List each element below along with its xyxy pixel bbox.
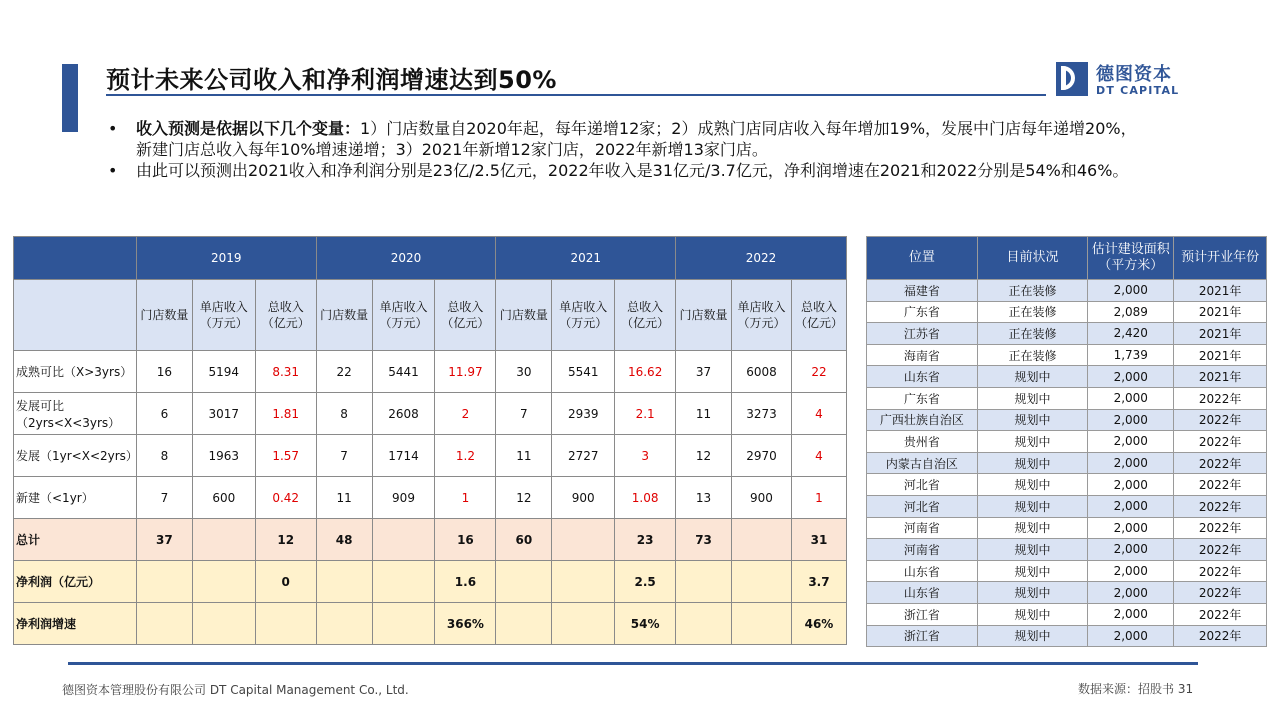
table-cell: 8 bbox=[136, 435, 192, 477]
table-cell: 2608 bbox=[372, 393, 435, 435]
table-cell bbox=[552, 519, 615, 561]
table-row bbox=[867, 280, 1267, 302]
logo-english-name: DT CAPITAL bbox=[1096, 84, 1180, 97]
table-cell: 23 bbox=[615, 519, 676, 561]
year-header: 2021 bbox=[496, 237, 676, 280]
table-cell: 3017 bbox=[192, 393, 255, 435]
table-cell: 46% bbox=[791, 603, 846, 645]
table-row bbox=[867, 323, 1267, 345]
table-cell: 7 bbox=[136, 477, 192, 519]
table-cell: 2.1 bbox=[615, 393, 676, 435]
table-cell: 规划中 bbox=[977, 582, 1088, 604]
table-cell: 河北省 bbox=[867, 474, 978, 496]
column-header: 预计开业年份 bbox=[1174, 237, 1267, 280]
table-cell bbox=[372, 561, 435, 603]
column-header: 单店收入（万元） bbox=[732, 280, 792, 351]
table-cell: 2939 bbox=[552, 393, 615, 435]
year-header-row bbox=[14, 237, 847, 280]
company-logo bbox=[1056, 62, 1186, 98]
table-cell: 0 bbox=[255, 561, 316, 603]
column-header: 总收入（亿元） bbox=[791, 280, 846, 351]
table-cell: 4 bbox=[791, 435, 846, 477]
column-header: 门店数量 bbox=[676, 280, 732, 351]
bullet-bold-lead: 收入预测是依据以下几个变量： bbox=[136, 119, 361, 138]
table-cell: 2022年 bbox=[1174, 539, 1267, 561]
row-label: 总计 bbox=[14, 519, 137, 561]
bullet-item: • 收入预测是依据以下几个变量：1）门店数量自2020年起，每年递增12家；2）成熟门店同店收入每年增加19%，发展中门店每年递增20%，新建门店总收入每年10%增速递增；3）2021年新增12家门店，2022年新增13家门店。 bbox=[108, 119, 1137, 159]
table-cell: 河北省 bbox=[867, 495, 978, 517]
table-cell: 规划中 bbox=[977, 474, 1088, 496]
table-cell: 16 bbox=[435, 519, 496, 561]
table-cell: 6 bbox=[136, 393, 192, 435]
table-cell: 1 bbox=[435, 477, 496, 519]
table-cell bbox=[552, 561, 615, 603]
column-header: 总收入（亿元） bbox=[255, 280, 316, 351]
table-cell: 909 bbox=[372, 477, 435, 519]
table-cell: 2,000 bbox=[1088, 603, 1174, 625]
table-cell: 366% bbox=[435, 603, 496, 645]
table-cell: 2022年 bbox=[1174, 495, 1267, 517]
table-cell: 2022年 bbox=[1174, 625, 1267, 647]
net-profit-row bbox=[14, 561, 847, 603]
table-cell: 2022年 bbox=[1174, 603, 1267, 625]
table-cell bbox=[732, 561, 792, 603]
table-cell bbox=[136, 603, 192, 645]
table-cell: 内蒙古自治区 bbox=[867, 452, 978, 474]
table-cell: 2021年 bbox=[1174, 301, 1267, 323]
table-cell: 规划中 bbox=[977, 560, 1088, 582]
table-cell: 8.31 bbox=[255, 351, 316, 393]
sub-header-row bbox=[14, 280, 847, 351]
table-cell: 2,420 bbox=[1088, 323, 1174, 345]
table-cell: 16 bbox=[136, 351, 192, 393]
table-cell: 正在装修 bbox=[977, 344, 1088, 366]
table-cell bbox=[316, 561, 372, 603]
column-header: 目前状况 bbox=[977, 237, 1088, 280]
table-cell bbox=[192, 519, 255, 561]
column-header: 门店数量 bbox=[496, 280, 552, 351]
table-cell: 2022年 bbox=[1174, 560, 1267, 582]
table-cell: 2,000 bbox=[1088, 495, 1174, 517]
bullet-text: 1）门店数量自2020年起，每年递增12家；2）成熟门店同店收入每年增加19%，发展中门店每年递增20%，新建门店总收入每年10%增速递增；3）2021年新增12家门店，2022年新增13家门店。 bbox=[136, 119, 1137, 159]
table-row bbox=[867, 495, 1267, 517]
table-cell: 2,000 bbox=[1088, 366, 1174, 388]
table-cell: 浙江省 bbox=[867, 603, 978, 625]
table-row bbox=[867, 301, 1267, 323]
table-cell: 山东省 bbox=[867, 582, 978, 604]
table-cell: 2021年 bbox=[1174, 344, 1267, 366]
table-cell bbox=[372, 519, 435, 561]
table-cell bbox=[496, 561, 552, 603]
table-cell: 规划中 bbox=[977, 625, 1088, 647]
year-header: 2022 bbox=[676, 237, 847, 280]
table-cell: 1 bbox=[791, 477, 846, 519]
table-cell: 5441 bbox=[372, 351, 435, 393]
table-row bbox=[14, 351, 847, 393]
table-cell: 正在装修 bbox=[977, 323, 1088, 345]
store-pipeline-table bbox=[866, 236, 1267, 647]
table-cell: 2970 bbox=[732, 435, 792, 477]
table-cell: 5194 bbox=[192, 351, 255, 393]
table-cell: 广东省 bbox=[867, 387, 978, 409]
table-cell: 12 bbox=[496, 477, 552, 519]
table-cell: 2022年 bbox=[1174, 431, 1267, 453]
table-cell: 2,000 bbox=[1088, 582, 1174, 604]
column-header: 门店数量 bbox=[316, 280, 372, 351]
table-row bbox=[867, 582, 1267, 604]
table-cell: 2,000 bbox=[1088, 560, 1174, 582]
table-cell: 2,000 bbox=[1088, 625, 1174, 647]
table-cell: 2,000 bbox=[1088, 431, 1174, 453]
corner-cell bbox=[14, 280, 137, 351]
table-cell: 江苏省 bbox=[867, 323, 978, 345]
table-cell bbox=[676, 603, 732, 645]
table-cell: 1,739 bbox=[1088, 344, 1174, 366]
table-cell: 广东省 bbox=[867, 301, 978, 323]
table-cell: 贵州省 bbox=[867, 431, 978, 453]
column-header: 位置 bbox=[867, 237, 978, 280]
table-cell: 13 bbox=[676, 477, 732, 519]
table-cell: 2,000 bbox=[1088, 409, 1174, 431]
table-row bbox=[867, 560, 1267, 582]
table-row bbox=[867, 625, 1267, 647]
row-label: 成熟可比（X>3yrs） bbox=[14, 351, 137, 393]
table-cell: 900 bbox=[732, 477, 792, 519]
source-note: 数据来源：招股书 bbox=[1078, 682, 1175, 696]
table-row bbox=[14, 477, 847, 519]
table-row bbox=[867, 603, 1267, 625]
table-cell: 2,000 bbox=[1088, 452, 1174, 474]
table-cell: 11 bbox=[316, 477, 372, 519]
table-cell: 37 bbox=[676, 351, 732, 393]
table-row bbox=[867, 539, 1267, 561]
table-row bbox=[867, 344, 1267, 366]
table-cell: 11 bbox=[676, 393, 732, 435]
footer-source bbox=[1078, 680, 1193, 697]
table-cell: 1.08 bbox=[615, 477, 676, 519]
table-cell: 1714 bbox=[372, 435, 435, 477]
table-cell: 54% bbox=[615, 603, 676, 645]
table-row bbox=[867, 431, 1267, 453]
table-cell: 山东省 bbox=[867, 366, 978, 388]
net-profit-growth-row bbox=[14, 603, 847, 645]
table-row bbox=[14, 435, 847, 477]
table-cell: 规划中 bbox=[977, 452, 1088, 474]
bullet-item: • 由此可以预测出2021收入和净利润分别是23亿/2.5亿元，2022年收入是31亿元/3.7亿元，净利润增速在2021和2022分别是54%和46%。 bbox=[108, 161, 1129, 180]
table-cell: 8 bbox=[316, 393, 372, 435]
bullet-text: 由此可以预测出2021收入和净利润分别是23亿/2.5亿元，2022年收入是31亿元/3.7亿元，净利润增速在2021和2022分别是54%和46%。 bbox=[136, 161, 1129, 180]
column-header: 单店收入（万元） bbox=[192, 280, 255, 351]
bullet-list bbox=[108, 118, 1138, 181]
table-cell: 2,000 bbox=[1088, 539, 1174, 561]
row-label: 净利润增速 bbox=[14, 603, 137, 645]
table-cell: 规划中 bbox=[977, 517, 1088, 539]
table-cell: 3.7 bbox=[791, 561, 846, 603]
table-row bbox=[867, 409, 1267, 431]
table-cell bbox=[192, 561, 255, 603]
row-label: 发展可比（2yrs<X<3yrs） bbox=[14, 393, 137, 435]
table-cell bbox=[552, 603, 615, 645]
table-row bbox=[867, 517, 1267, 539]
table-cell: 60 bbox=[496, 519, 552, 561]
table-cell: 正在装修 bbox=[977, 301, 1088, 323]
table-cell: 31 bbox=[791, 519, 846, 561]
row-label: 发展（1yr<X<2yrs） bbox=[14, 435, 137, 477]
dt-logo-icon bbox=[1056, 62, 1088, 96]
table-cell: 0.42 bbox=[255, 477, 316, 519]
table-cell: 48 bbox=[316, 519, 372, 561]
table-cell: 1.2 bbox=[435, 435, 496, 477]
column-header: 门店数量 bbox=[136, 280, 192, 351]
year-header: 2020 bbox=[316, 237, 496, 280]
table-cell bbox=[316, 603, 372, 645]
table-cell: 2.5 bbox=[615, 561, 676, 603]
table-cell: 12 bbox=[676, 435, 732, 477]
table-cell: 1.81 bbox=[255, 393, 316, 435]
table-cell: 2022年 bbox=[1174, 452, 1267, 474]
row-label: 净利润（亿元） bbox=[14, 561, 137, 603]
table-cell: 1963 bbox=[192, 435, 255, 477]
table-cell: 河南省 bbox=[867, 539, 978, 561]
table-cell: 2,089 bbox=[1088, 301, 1174, 323]
table-cell bbox=[372, 603, 435, 645]
table-cell bbox=[732, 603, 792, 645]
table-cell: 规划中 bbox=[977, 409, 1088, 431]
table-cell: 7 bbox=[496, 393, 552, 435]
table-cell bbox=[255, 603, 316, 645]
table-cell: 规划中 bbox=[977, 603, 1088, 625]
table-cell: 2,000 bbox=[1088, 387, 1174, 409]
table-cell: 12 bbox=[255, 519, 316, 561]
revenue-forecast-table bbox=[13, 236, 847, 645]
table-row bbox=[867, 474, 1267, 496]
table-cell: 3273 bbox=[732, 393, 792, 435]
table-cell: 海南省 bbox=[867, 344, 978, 366]
title-underline bbox=[106, 94, 1046, 96]
footer-divider bbox=[68, 662, 1198, 665]
year-header: 2019 bbox=[136, 237, 316, 280]
table-cell: 11 bbox=[496, 435, 552, 477]
table-cell: 规划中 bbox=[977, 539, 1088, 561]
table-cell: 广西壮族自治区 bbox=[867, 409, 978, 431]
table-cell: 6008 bbox=[732, 351, 792, 393]
table-row bbox=[867, 452, 1267, 474]
table-cell: 2022年 bbox=[1174, 387, 1267, 409]
table-cell: 规划中 bbox=[977, 495, 1088, 517]
table-cell: 16.62 bbox=[615, 351, 676, 393]
table-cell: 2,000 bbox=[1088, 474, 1174, 496]
footer-company: 德图资本管理股份有限公司 DT Capital Management Co., Ltd. bbox=[62, 683, 409, 697]
table-cell: 2021年 bbox=[1174, 366, 1267, 388]
column-header: 估计建设面积（平方米） bbox=[1088, 237, 1174, 280]
page-title: 预计未来公司收入和净利润增速达到50% bbox=[106, 66, 557, 94]
table-cell: 11.97 bbox=[435, 351, 496, 393]
table-cell bbox=[676, 561, 732, 603]
table-cell: 2021年 bbox=[1174, 323, 1267, 345]
logo-chinese-name: 德图资本 bbox=[1096, 64, 1172, 85]
table-cell: 73 bbox=[676, 519, 732, 561]
table-cell: 1.6 bbox=[435, 561, 496, 603]
table-cell: 福建省 bbox=[867, 280, 978, 302]
table-cell: 4 bbox=[791, 393, 846, 435]
table-cell: 2022年 bbox=[1174, 474, 1267, 496]
table-cell: 900 bbox=[552, 477, 615, 519]
table-cell bbox=[496, 603, 552, 645]
title-accent-bar bbox=[62, 64, 78, 132]
table-cell bbox=[732, 519, 792, 561]
table-cell: 规划中 bbox=[977, 366, 1088, 388]
table-row bbox=[867, 366, 1267, 388]
table-cell: 2,000 bbox=[1088, 280, 1174, 302]
table-cell: 2022年 bbox=[1174, 582, 1267, 604]
table-cell bbox=[192, 603, 255, 645]
table-cell: 2021年 bbox=[1174, 280, 1267, 302]
table-cell: 2022年 bbox=[1174, 409, 1267, 431]
table-row bbox=[867, 387, 1267, 409]
table-cell: 2022年 bbox=[1174, 517, 1267, 539]
table-cell: 规划中 bbox=[977, 431, 1088, 453]
column-header: 总收入（亿元） bbox=[615, 280, 676, 351]
table-cell: 30 bbox=[496, 351, 552, 393]
table-cell: 22 bbox=[791, 351, 846, 393]
table-cell: 1.57 bbox=[255, 435, 316, 477]
corner-cell bbox=[14, 237, 137, 280]
column-header: 单店收入（万元） bbox=[552, 280, 615, 351]
table-cell bbox=[136, 561, 192, 603]
table-cell: 7 bbox=[316, 435, 372, 477]
table-row bbox=[14, 393, 847, 435]
total-row bbox=[14, 519, 847, 561]
table-cell: 山东省 bbox=[867, 560, 978, 582]
table-cell: 3 bbox=[615, 435, 676, 477]
table-cell: 2727 bbox=[552, 435, 615, 477]
table-cell: 规划中 bbox=[977, 387, 1088, 409]
table-cell: 浙江省 bbox=[867, 625, 978, 647]
column-header: 总收入（亿元） bbox=[435, 280, 496, 351]
table-cell: 600 bbox=[192, 477, 255, 519]
table-cell: 37 bbox=[136, 519, 192, 561]
row-label: 新建（<1yr） bbox=[14, 477, 137, 519]
column-header: 单店收入（万元） bbox=[372, 280, 435, 351]
table-cell: 2,000 bbox=[1088, 517, 1174, 539]
table-cell: 正在装修 bbox=[977, 280, 1088, 302]
table-cell: 河南省 bbox=[867, 517, 978, 539]
page-number: 31 bbox=[1177, 682, 1194, 696]
table-cell: 22 bbox=[316, 351, 372, 393]
store-header-row bbox=[867, 237, 1267, 280]
table-cell: 5541 bbox=[552, 351, 615, 393]
table-cell: 2 bbox=[435, 393, 496, 435]
